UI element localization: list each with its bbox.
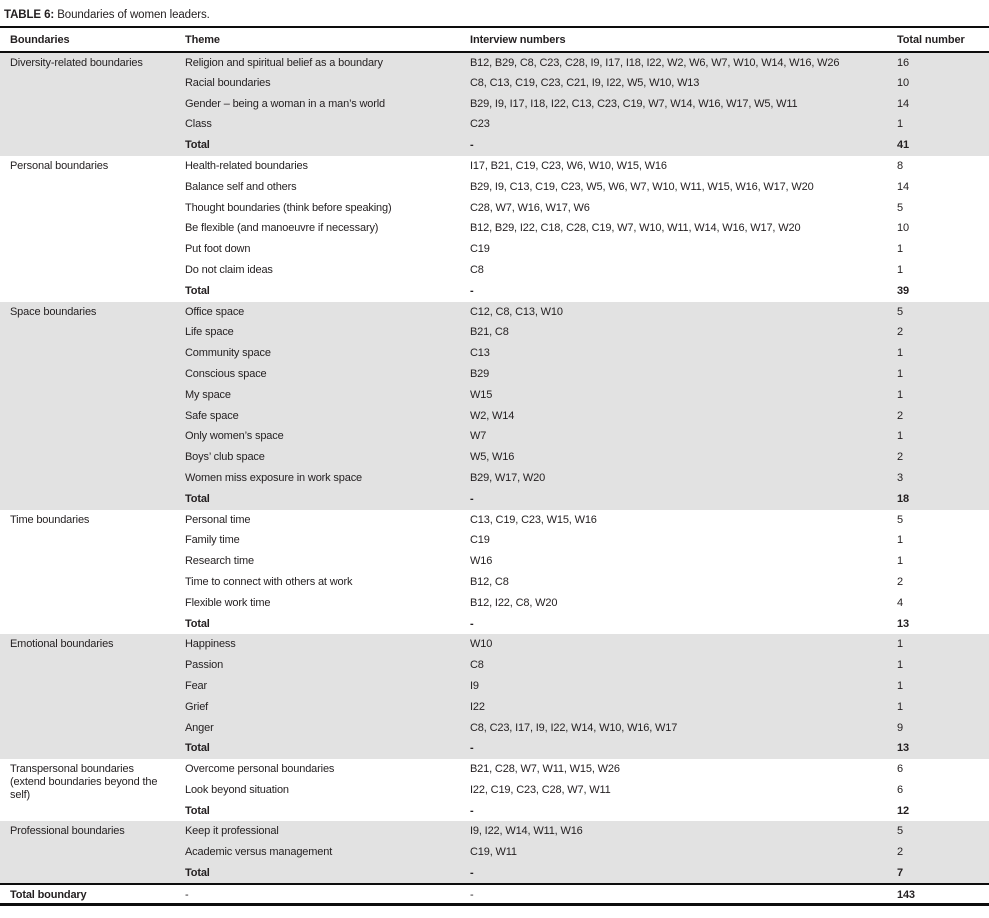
total-cell: 1 (897, 638, 903, 651)
interviews-cell: B29, I9, C13, C19, C23, W5, W6, W7, W10, W11, W15, W16, W17, W20 (470, 180, 814, 193)
column-header-interview-numbers: Interview numbers (460, 28, 887, 52)
theme-cell: Only women’s space (185, 430, 284, 443)
total-cell: 7 (897, 867, 903, 880)
total-cell: 1 (897, 347, 903, 360)
table-row (0, 510, 989, 531)
section-professional-boundaries (0, 821, 989, 883)
interviews-cell: I17, B21, C19, C23, W6, W10, W15, W16 (470, 159, 667, 172)
boundary-label: Space boundaries (10, 305, 97, 318)
theme-cell: Family time (185, 534, 240, 547)
theme-cell: Total (185, 867, 210, 880)
boundary-cell (0, 302, 175, 510)
table-row (0, 156, 989, 177)
theme-cell: Research time (185, 555, 254, 568)
theme-cell: Thought boundaries (think before speaking) (185, 201, 392, 214)
theme-cell: Personal time (185, 513, 251, 526)
interviews-cell: C23 (470, 118, 490, 131)
theme-cell: Office space (185, 305, 245, 318)
total-cell: 10 (897, 76, 909, 89)
interviews-cell: - (470, 284, 474, 297)
interviews-cell: C19 (470, 243, 490, 256)
total-cell: 13 (897, 742, 909, 755)
theme-cell: Keep it professional (185, 825, 279, 838)
total-cell: 5 (897, 825, 903, 838)
boundaries-table (0, 28, 989, 906)
theme-cell: Health-related boundaries (185, 159, 308, 172)
theme-cell: Racial boundaries (185, 76, 271, 89)
theme-cell: Fear (185, 679, 208, 692)
total-cell: 5 (897, 513, 903, 526)
theme-cell: My space (185, 388, 231, 401)
theme-cell: Gender – being a woman in a man’s world (185, 97, 386, 110)
interviews-cell: B29 (470, 367, 490, 380)
interviews-cell: B12, B29, I22, C18, C28, C19, W7, W10, W11, W14, W16, W17, W20 (470, 222, 801, 235)
interviews-cell: W16 (470, 555, 493, 568)
section-emotional-boundaries (0, 634, 989, 759)
interviews-cell: I22 (470, 700, 485, 713)
interviews-cell: C8 (470, 659, 484, 672)
grand-total-theme-cell: - (185, 888, 189, 901)
column-header-theme: Theme (175, 28, 460, 52)
interviews-cell: W2, W14 (470, 409, 515, 422)
interviews-cell: I9, I22, W14, W11, W16 (470, 825, 583, 838)
theme-cell: Be flexible (and manoeuvre if necessary) (185, 222, 379, 235)
section-personal-boundaries (0, 156, 989, 302)
interviews-cell: - (470, 867, 474, 880)
theme-cell: Look beyond situation (185, 783, 289, 796)
total-cell: 1 (897, 243, 903, 256)
boundary-cell (0, 821, 175, 883)
total-cell: 2 (897, 409, 903, 422)
column-header-total-number: Total number (887, 28, 989, 52)
theme-cell: Total (185, 804, 210, 817)
interviews-cell: W5, W16 (470, 451, 515, 464)
total-cell: 1 (897, 555, 903, 568)
theme-cell: Academic versus management (185, 846, 333, 859)
theme-cell: Life space (185, 326, 234, 339)
interviews-cell: - (470, 492, 474, 505)
boundary-label: Transpersonal boundaries (extend boundaries beyond the self) (10, 763, 158, 802)
interviews-cell: W15 (470, 388, 493, 401)
interviews-cell: C28, W7, W16, W17, W6 (470, 201, 590, 214)
total-cell: 8 (897, 159, 903, 172)
total-cell: 1 (897, 118, 903, 131)
theme-cell: Balance self and others (185, 180, 297, 193)
theme-cell: Time to connect with others at work (185, 575, 353, 588)
total-cell: 1 (897, 700, 903, 713)
total-cell: 4 (897, 596, 903, 609)
interviews-cell: C13 (470, 347, 490, 360)
interviews-cell: - (470, 617, 474, 630)
theme-cell: Do not claim ideas (185, 263, 273, 276)
table-row (0, 821, 989, 842)
total-cell: 1 (897, 263, 903, 276)
interviews-cell: C19 (470, 534, 490, 547)
theme-cell: Class (185, 118, 212, 131)
total-cell: 9 (897, 721, 903, 734)
theme-cell: Total (185, 617, 210, 630)
interviews-cell: C12, C8, C13, W10 (470, 305, 563, 318)
total-cell: 5 (897, 201, 903, 214)
header-row (0, 28, 989, 52)
table-title (0, 0, 989, 28)
theme-cell: Boys’ club space (185, 451, 265, 464)
interviews-cell: B29, I9, I17, I18, I22, C13, C23, C19, W7, W14, W16, W17, W5, W11 (470, 97, 798, 110)
interviews-cell: - (470, 804, 474, 817)
total-cell: 1 (897, 534, 903, 547)
interviews-cell: - (470, 742, 474, 755)
interviews-cell: B12, B29, C8, C23, C28, I9, I17, I18, I22, W2, W6, W7, W10, W14, W16, W26 (470, 57, 840, 69)
table-row (0, 302, 989, 323)
section-space-boundaries (0, 302, 989, 510)
boundary-cell (0, 52, 175, 156)
interviews-cell: B29, W17, W20 (470, 471, 546, 484)
total-cell: 5 (897, 305, 903, 318)
table-header (0, 28, 989, 52)
interviews-cell: B21, C8 (470, 326, 509, 339)
total-cell: 1 (897, 388, 903, 401)
total-cell: 10 (897, 222, 909, 235)
grand-total-row (0, 884, 989, 905)
boundary-cell (0, 634, 175, 759)
boundary-label: Diversity-related boundaries (10, 57, 143, 69)
theme-cell: Community space (185, 347, 271, 360)
boundary-cell (0, 759, 175, 821)
theme-cell: Total (185, 139, 210, 152)
interviews-cell: C8, C13, C19, C23, C21, I9, I22, W5, W10, W13 (470, 76, 700, 89)
interviews-cell: I9 (470, 679, 479, 692)
total-cell: 18 (897, 492, 909, 505)
theme-cell: Women miss exposure in work space (185, 471, 363, 484)
theme-cell: Anger (185, 721, 214, 734)
theme-cell: Conscious space (185, 367, 267, 380)
theme-cell: Religion and spiritual belief as a boundary (185, 57, 383, 69)
total-cell: 2 (897, 326, 903, 339)
boundary-label: Professional boundaries (10, 825, 125, 838)
grand-total-interviews-cell: - (470, 888, 474, 901)
total-cell: 6 (897, 763, 903, 776)
total-cell: 3 (897, 471, 903, 484)
section-transpersonal-boundaries-extend-boundari (0, 759, 989, 821)
column-header-boundaries: Boundaries (0, 28, 175, 52)
theme-cell: Happiness (185, 638, 236, 651)
interviews-cell: C8 (470, 263, 484, 276)
theme-cell: Flexible work time (185, 596, 271, 609)
interviews-cell: I22, C19, C23, C28, W7, W11 (470, 783, 611, 796)
interviews-cell: W7 (470, 430, 487, 443)
interviews-cell: C19, W11 (470, 846, 517, 859)
interviews-cell: B12, I22, C8, W20 (470, 596, 558, 609)
theme-cell: Total (185, 492, 210, 505)
total-cell: 2 (897, 575, 903, 588)
total-cell: 1 (897, 679, 903, 692)
table-caption: Boundaries of women leaders. (54, 9, 210, 21)
interviews-cell: C8, C23, I17, I9, I22, W14, W10, W16, W17 (470, 721, 678, 734)
boundary-label: Personal boundaries (10, 159, 109, 172)
total-cell: 14 (897, 180, 909, 193)
boundary-cell (0, 510, 175, 635)
total-cell: 13 (897, 617, 909, 630)
theme-cell: Passion (185, 659, 224, 672)
interviews-cell: B21, C28, W7, W11, W15, W26 (470, 763, 620, 776)
total-cell: 2 (897, 451, 903, 464)
table-row (0, 759, 989, 780)
boundary-label: Time boundaries (10, 513, 90, 526)
interviews-cell: B12, C8 (470, 575, 509, 588)
theme-cell: Grief (185, 700, 209, 713)
theme-cell: Total (185, 284, 210, 297)
total-cell: 39 (897, 284, 909, 297)
total-cell: 41 (897, 139, 909, 152)
grand-total-total-cell: 143 (897, 888, 915, 901)
total-cell: 1 (897, 430, 903, 443)
table-row (0, 634, 989, 655)
interviews-cell: W10 (470, 638, 493, 651)
theme-cell: Safe space (185, 409, 239, 422)
grand-total-boundary-cell: Total boundary (10, 888, 87, 901)
total-cell: 12 (897, 804, 909, 817)
total-cell: 6 (897, 783, 903, 796)
theme-cell: Overcome personal boundaries (185, 763, 335, 776)
table-row (0, 52, 989, 73)
theme-cell: Put foot down (185, 243, 251, 256)
total-cell: 1 (897, 659, 903, 672)
total-cell: 1 (897, 367, 903, 380)
theme-cell: Total (185, 742, 210, 755)
section-diversity-related-boundaries (0, 52, 989, 156)
boundary-label: Emotional boundaries (10, 638, 114, 651)
table-number-label: TABLE 6: (4, 9, 55, 21)
total-cell: 16 (897, 57, 909, 69)
interviews-cell: - (470, 139, 474, 152)
interviews-cell: C13, C19, C23, W15, W16 (470, 513, 597, 526)
total-cell: 14 (897, 97, 909, 110)
total-cell: 2 (897, 846, 903, 859)
section-time-boundaries (0, 510, 989, 635)
grand-total-section (0, 884, 989, 905)
boundary-cell (0, 156, 175, 302)
